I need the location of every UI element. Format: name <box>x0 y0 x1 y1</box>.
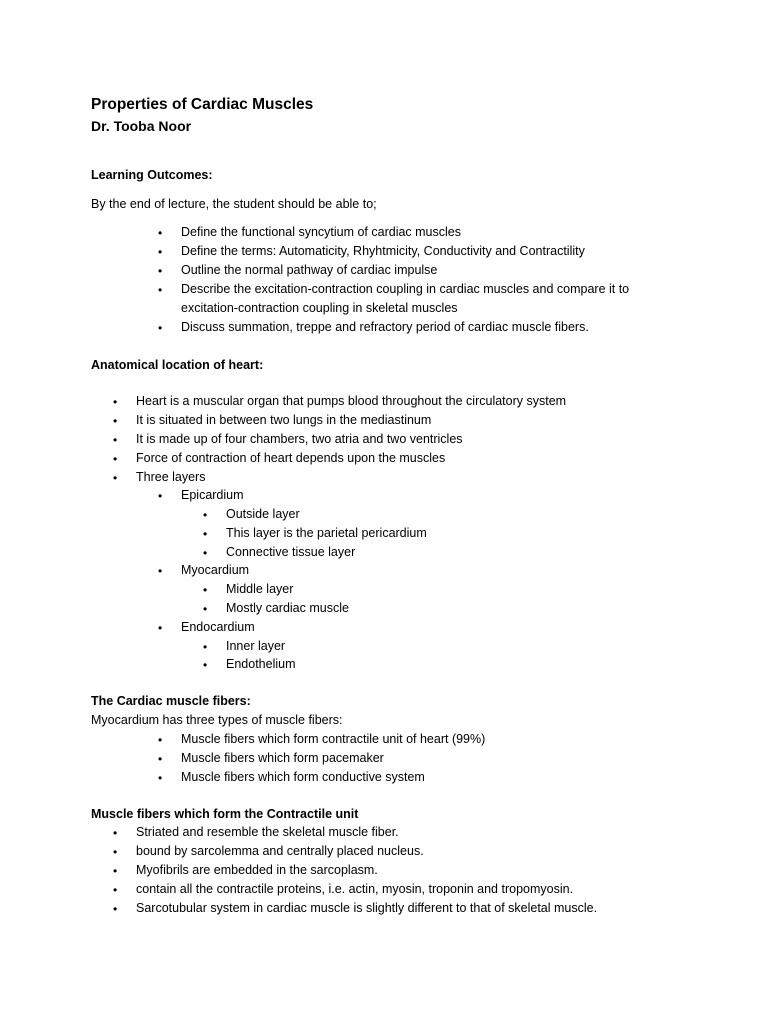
bullet-icon: • <box>113 845 118 859</box>
bullet-icon: • <box>158 564 163 578</box>
bullet-icon: • <box>203 658 208 672</box>
bullet-icon: • <box>158 264 163 278</box>
bullet-icon: • <box>158 245 163 259</box>
list-item: Heart is a muscular organ that pumps blood throughout the circulatory system <box>136 394 567 408</box>
bullet-icon: • <box>158 733 163 747</box>
bullet-icon: • <box>158 752 163 766</box>
page-title: Properties of Cardiac Muscles <box>91 96 314 113</box>
bullet-icon: • <box>113 414 118 428</box>
bullet-icon: • <box>113 883 118 897</box>
bullet-icon: • <box>203 508 208 522</box>
list-item: Muscle fibers which form pacemaker <box>181 751 384 765</box>
list-item: Define the functional syncytium of cardiac muscles <box>181 225 461 239</box>
bullet-icon: • <box>113 902 118 916</box>
list-item: Describe the excitation-contraction coupling in cardiac muscles and compare it to <box>181 282 630 296</box>
list-item: Striated and resemble the skeletal muscle fiber. <box>136 825 399 839</box>
list-item: contain all the contractile proteins, i.e. actin, myosin, troponin and tropomyosin. <box>136 882 574 896</box>
layer-detail: Middle layer <box>226 582 294 596</box>
list-item: Three layers <box>136 470 206 484</box>
bullet-icon: • <box>158 321 163 335</box>
fibers-intro: Myocardium has three types of muscle fibers: <box>91 713 343 727</box>
bullet-icon: • <box>158 489 163 503</box>
anatomical-heading: Anatomical location of heart: <box>91 358 264 372</box>
bullet-icon: • <box>113 452 118 466</box>
layer-name: Myocardium <box>181 563 250 577</box>
list-item-continuation: excitation-contraction coupling in skeletal muscles <box>181 301 458 315</box>
bullet-icon: • <box>158 621 163 635</box>
list-item: Force of contraction of heart depends upon the muscles <box>136 451 446 465</box>
list-item: Myofibrils are embedded in the sarcoplasm. <box>136 863 378 877</box>
layer-name: Epicardium <box>181 488 244 502</box>
list-item: Define the terms: Automaticity, Rhyhtmicity, Conductivity and Contractility <box>181 244 585 258</box>
layer-detail: This layer is the parietal pericardium <box>226 526 427 540</box>
contractile-heading: Muscle fibers which form the Contractile unit <box>91 807 359 821</box>
bullet-icon: • <box>113 826 118 840</box>
list-item: Discuss summation, treppe and refractory period of cardiac muscle fibers. <box>181 320 589 334</box>
fibers-heading: The Cardiac muscle fibers: <box>91 694 251 708</box>
list-item: Muscle fibers which form contractile unit of heart (99%) <box>181 732 486 746</box>
layer-detail: Endothelium <box>226 657 296 671</box>
learning-outcomes-intro: By the end of lecture, the student should be able to; <box>91 197 377 211</box>
list-item: bound by sarcolemma and centrally placed nucleus. <box>136 844 424 858</box>
list-item: Outline the normal pathway of cardiac impulse <box>181 263 438 277</box>
list-item: It is made up of four chambers, two atria and two ventricles <box>136 432 463 446</box>
layer-detail: Outside layer <box>226 507 300 521</box>
layer-detail: Connective tissue layer <box>226 545 356 559</box>
layer-detail: Mostly cardiac muscle <box>226 601 349 615</box>
list-item: Muscle fibers which form conductive system <box>181 770 425 784</box>
bullet-icon: • <box>158 226 163 240</box>
layer-detail: Inner layer <box>226 639 286 653</box>
bullet-icon: • <box>203 602 208 616</box>
layer-name: Endocardium <box>181 620 255 634</box>
learning-outcomes-heading: Learning Outcomes: <box>91 168 213 182</box>
list-item: It is situated in between two lungs in the mediastinum <box>136 413 432 427</box>
bullet-icon: • <box>113 864 118 878</box>
bullet-icon: • <box>203 640 208 654</box>
bullet-icon: • <box>203 546 208 560</box>
bullet-icon: • <box>203 583 208 597</box>
bullet-icon: • <box>158 283 163 297</box>
bullet-icon: • <box>113 471 118 485</box>
bullet-icon: • <box>158 771 163 785</box>
list-item: Sarcotubular system in cardiac muscle is slightly different to that of skeletal muscle. <box>136 901 598 915</box>
bullet-icon: • <box>203 527 208 541</box>
bullet-icon: • <box>113 433 118 447</box>
author-name: Dr. Tooba Noor <box>91 118 192 134</box>
bullet-icon: • <box>113 395 118 409</box>
